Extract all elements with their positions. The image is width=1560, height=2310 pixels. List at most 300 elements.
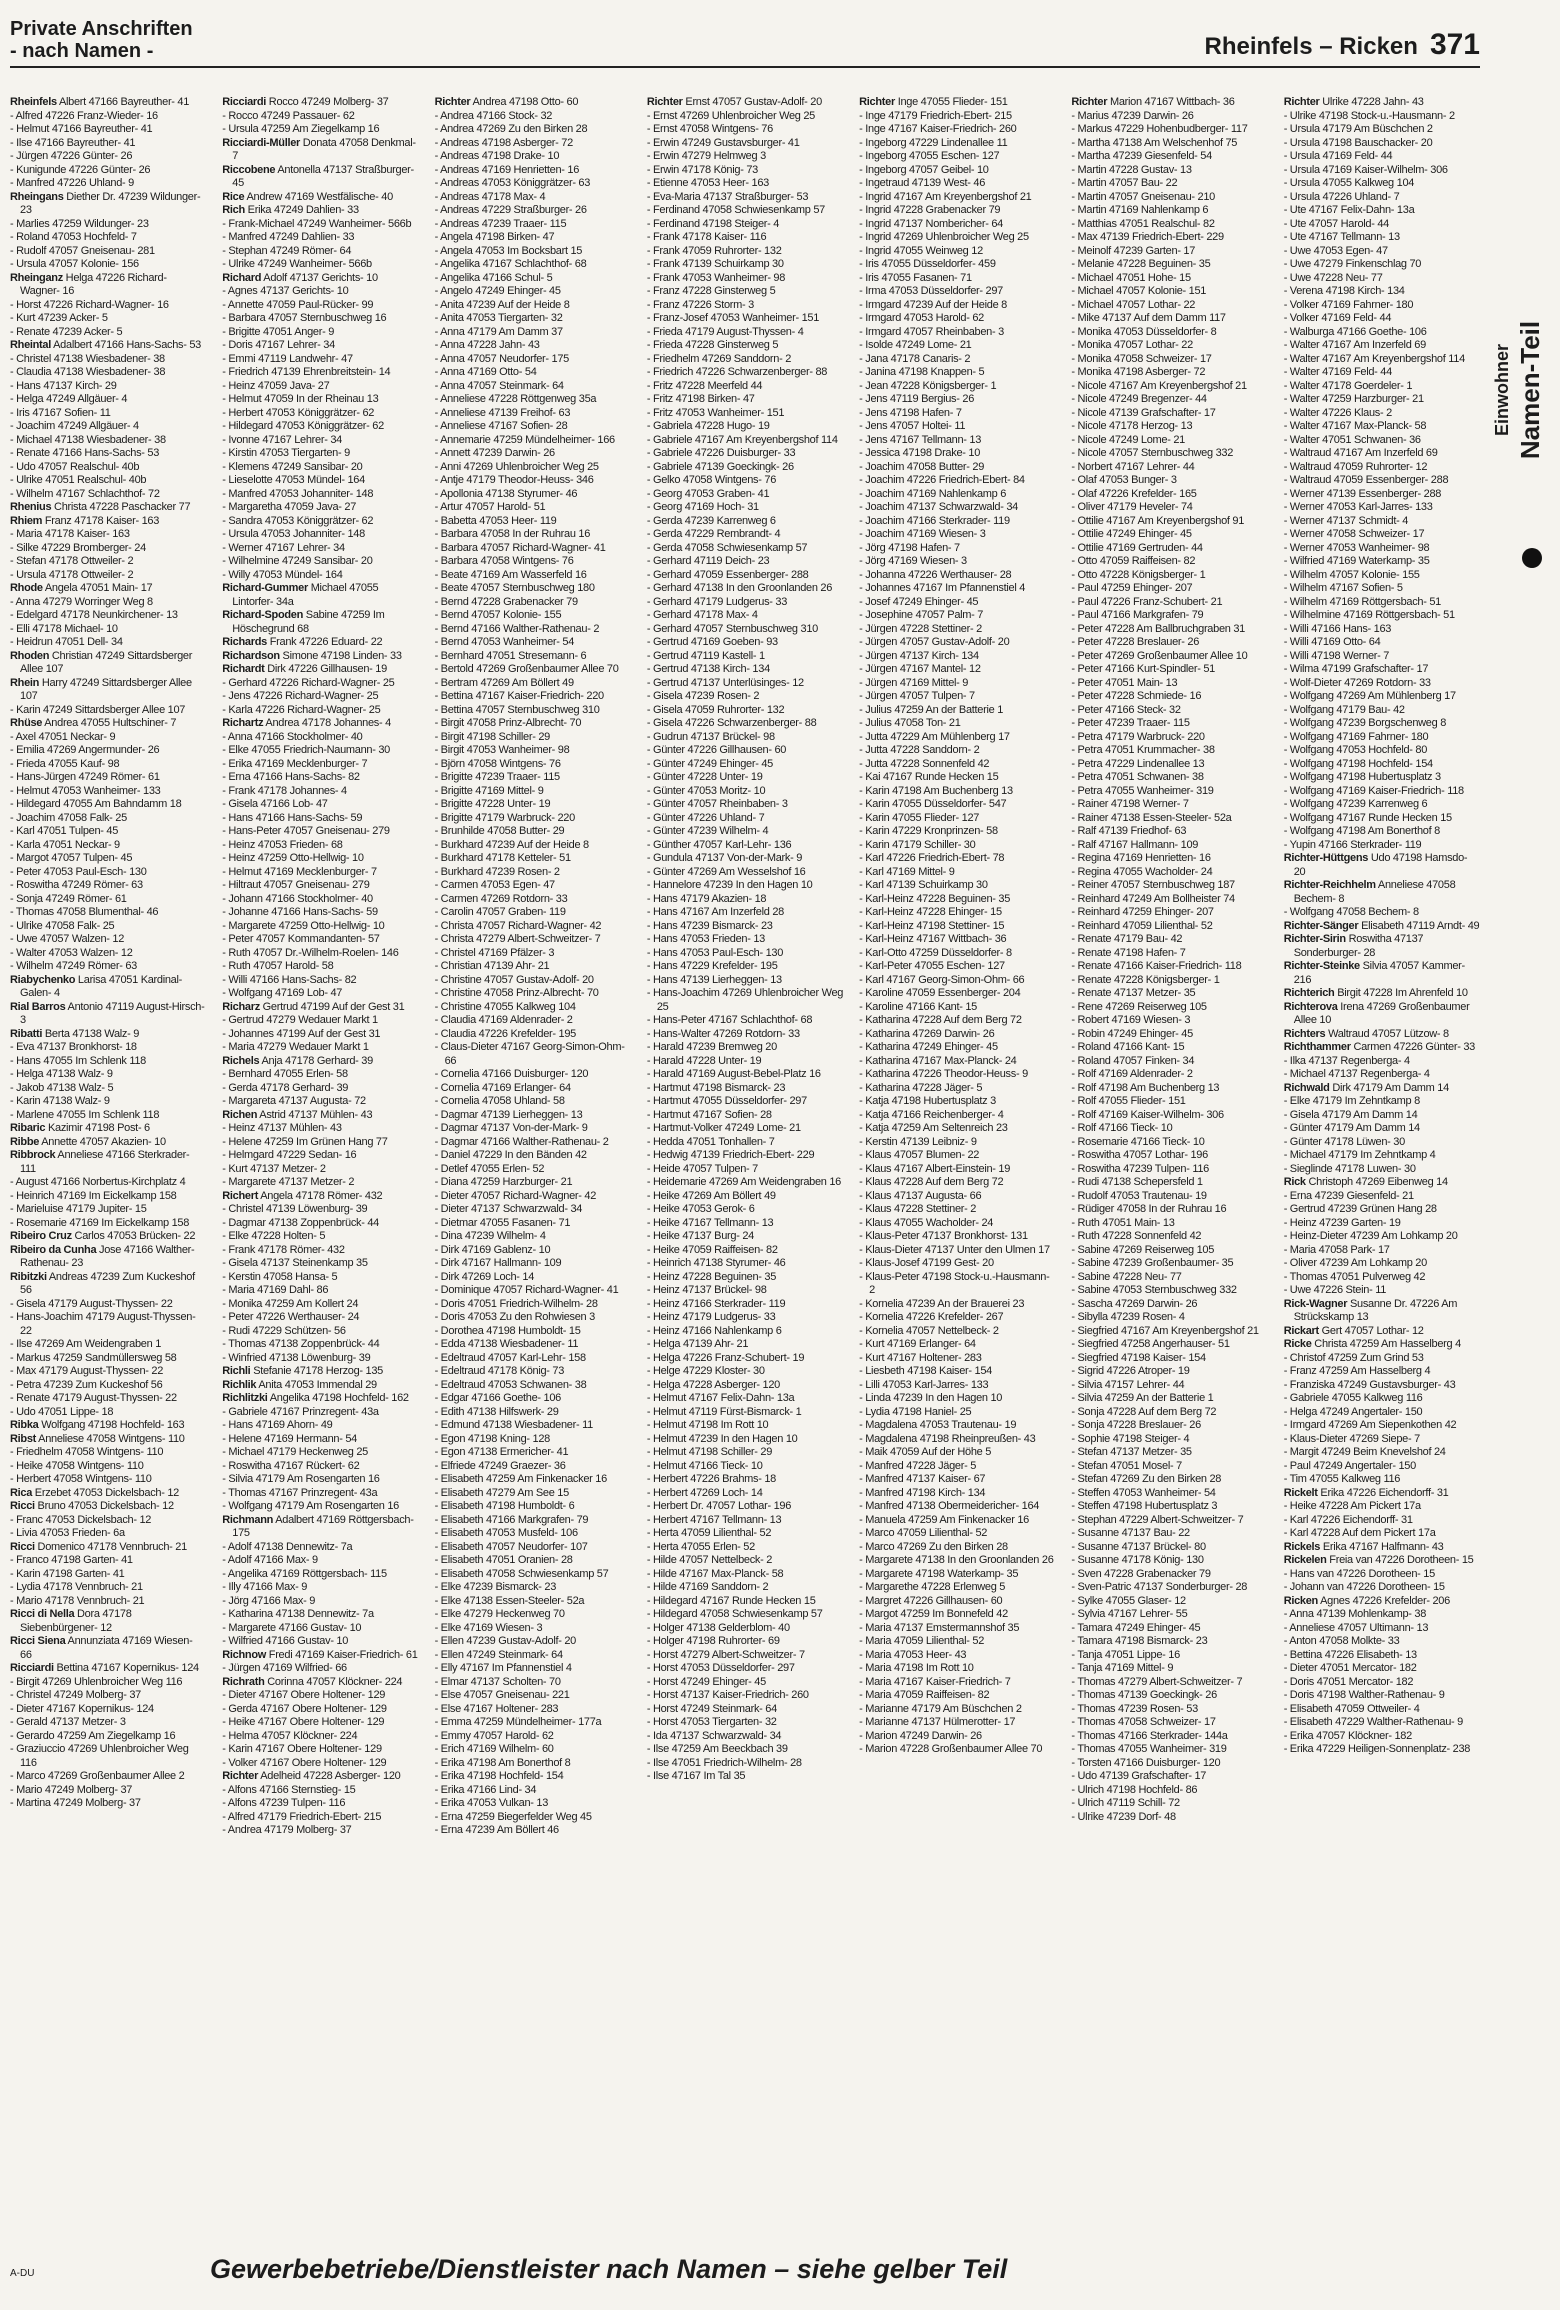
directory-entry <box>1284 1149 1480 1163</box>
directory-entry <box>859 974 1055 988</box>
directory-entry <box>1071 1770 1267 1784</box>
directory-entry <box>1284 312 1480 326</box>
entry-text: - Carmen 47269 Rotdorn- 33 <box>434 892 568 905</box>
directory-entry <box>1071 839 1267 853</box>
entry-text: - Günter 47226 Uhland- 7 <box>646 811 765 824</box>
directory-entry <box>222 191 418 205</box>
entry-text: Astrid 47137 Mühlen- 43 <box>257 1108 373 1121</box>
entry-text: - Klemens 47249 Sansibar- 20 <box>222 460 363 473</box>
directory-entry <box>859 663 1055 677</box>
directory-entry <box>859 1716 1055 1730</box>
directory-entry <box>859 353 1055 367</box>
directory-entry <box>1071 663 1267 677</box>
entry-text: - Doris 47051 Friedrich-Wilhelm- 28 <box>434 1297 598 1310</box>
entry-text: - Irmgard 47057 Rheinbaben- 3 <box>859 325 1004 338</box>
directory-entry <box>1071 906 1267 920</box>
entry-surname: Rice <box>222 190 245 203</box>
side-label-line1: Einwohner <box>1492 344 1512 437</box>
directory-entry <box>222 528 418 542</box>
entry-text: - Elisabeth 47053 Musfeld- 106 <box>434 1527 578 1539</box>
directory-entry <box>1284 690 1480 704</box>
entry-text: - Janina 47198 Knappen- 5 <box>859 366 985 378</box>
entry-text: Roswitha 47137 Sonderburger- 28 <box>1293 933 1424 959</box>
directory-entry <box>859 933 1055 947</box>
entry-text: - Renate 47137 Metzer- 35 <box>1071 987 1196 999</box>
directory-entry <box>647 1743 843 1757</box>
entry-text: - Otto 47059 Raiffeisen- 82 <box>1071 555 1196 567</box>
entry-text: - Reinhard 47249 Am Bollheister 74 <box>1071 892 1235 905</box>
directory-entry <box>10 299 206 313</box>
entry-text: - Fritz 47053 Wanheimer- 151 <box>646 406 785 419</box>
entry-text: Carmen 47226 Günter- 33 <box>1350 1041 1475 1053</box>
entry-text: - Thomas 47239 Rosen- 53 <box>1071 1702 1198 1715</box>
entry-text: - Brigitte 47169 Mittel- 9 <box>434 784 544 797</box>
entry-text: - Winfried 47138 Löwenburg- 39 <box>222 1351 371 1364</box>
directory-entry <box>222 704 418 718</box>
entry-text: - Hans-Joachim 47269 Uhlenbroicher Weg 25 <box>646 987 844 1013</box>
directory-entry <box>10 1379 206 1393</box>
entry-text: - Claudia 47169 Aldenrader- 2 <box>434 1014 573 1026</box>
entry-text: - Wolfgang 47179 Bau- 42 <box>1283 703 1405 716</box>
entry-text: - Jutta 47228 Sonnenfeld 42 <box>859 757 990 770</box>
entry-text: - Heike 47228 Am Pickert 17a <box>1283 1500 1421 1512</box>
entry-text: - Apollonia 47138 Styrumer- 46 <box>434 487 578 500</box>
directory-entry <box>435 1028 631 1042</box>
directory-entry <box>222 1784 418 1798</box>
entry-text: - Dirk 47167 Hallmann- 109 <box>434 1257 562 1269</box>
entry-text: - Manfred 47138 Obermeidericher- 164 <box>859 1500 1040 1512</box>
entry-text: - Ralf 47167 Hallmann- 109 <box>1071 838 1199 851</box>
entry-text: - Regina 47055 Wacholder- 24 <box>1071 865 1213 878</box>
entry-text: - Illy 47166 Max- 9 <box>222 1581 308 1593</box>
directory-entry <box>859 1244 1055 1258</box>
entry-text: - Sonja 47228 Breslauer- 26 <box>1071 1419 1201 1431</box>
entry-text: - Kunigunde 47226 Günter- 26 <box>10 163 151 176</box>
directory-entry <box>435 1784 631 1798</box>
directory-entry <box>1071 1379 1267 1393</box>
entry-text: - Gertrud 47239 Grünen Hang 28 <box>1283 1203 1437 1215</box>
directory-entry <box>1071 920 1267 934</box>
directory-entry <box>859 650 1055 664</box>
directory-entry <box>222 582 418 609</box>
directory-entry <box>10 515 206 529</box>
directory-entry <box>1071 177 1267 191</box>
entry-text: - Marco 47269 Zu den Birken 28 <box>859 1540 1008 1553</box>
entry-text: - Ivonne 47167 Lehrer- 34 <box>222 433 342 446</box>
directory-entry <box>1071 1176 1267 1190</box>
directory-entry <box>1071 1149 1267 1163</box>
entry-surname: Ricci Siena <box>10 1635 66 1647</box>
directory-entry <box>1284 569 1480 583</box>
directory-entry <box>859 326 1055 340</box>
entry-text: - Renate 47166 Hans-Sachs- 53 <box>10 447 160 459</box>
entry-text: - Egon 47138 Ermericher- 41 <box>434 1446 569 1458</box>
directory-entry <box>647 960 843 974</box>
entry-text: - Ingeborg 47055 Eschen- 127 <box>859 150 1000 162</box>
directory-entry <box>222 1122 418 1136</box>
directory-entry <box>10 1473 206 1487</box>
entry-text: - Franz 47228 Ginsterweg 5 <box>646 285 776 297</box>
directory-entry <box>222 717 418 731</box>
entry-text: - Johanna 47226 Werthauser- 28 <box>859 568 1012 581</box>
entry-text: - Karin 47229 Kronprinzen- 58 <box>859 825 998 837</box>
entry-text: - Angelika 47167 Schlachthof- 68 <box>434 258 587 270</box>
entry-text: - Dieter 47057 Richard-Wagner- 42 <box>434 1189 597 1202</box>
entry-text: - Brigitte 47239 Traaer- 115 <box>434 771 560 783</box>
entry-text: - Ingeborg 47057 Geibel- 10 <box>859 163 989 176</box>
directory-entry <box>435 1014 631 1028</box>
entry-text: - Margaretha 47059 Java- 27 <box>222 501 357 513</box>
directory-entry <box>859 893 1055 907</box>
directory-entry <box>647 299 843 313</box>
entry-text: - Willi 47198 Werner- 7 <box>1283 649 1390 662</box>
directory-entry <box>859 825 1055 839</box>
section-title-line2: - nach Namen - <box>10 40 154 62</box>
entry-text: - Günter 47269 Am Wesselshof 16 <box>646 865 806 878</box>
entry-text: - Ingrid 47055 Weinweg 12 <box>859 244 983 257</box>
entry-text: - Hartmut-Volker 47249 Lome- 21 <box>646 1122 801 1134</box>
directory-entry <box>1071 1568 1267 1582</box>
entry-text: - Peter 47053 Paul-Esch- 130 <box>10 865 147 878</box>
entry-text: - Matthias 47051 Realschul- 82 <box>1071 217 1215 230</box>
entry-text: - Herta 47059 Lilienthal- 52 <box>646 1527 772 1539</box>
directory-entry <box>1284 1622 1480 1636</box>
entry-text: - Wilfried 47166 Gustav- 10 <box>222 1635 349 1647</box>
entry-text: - Anneliese 47057 Ultimann- 13 <box>1283 1621 1429 1634</box>
entry-surname: Ribbe <box>10 1135 40 1148</box>
directory-entry <box>435 1811 631 1825</box>
directory-entry <box>222 906 418 920</box>
directory-entry <box>222 312 418 326</box>
directory-entry <box>1284 987 1480 1001</box>
entry-text: - Walter 47167 Am Inzerfeld 69 <box>1283 339 1426 351</box>
entry-text: Adalbert 47166 Hans-Sachs- 53 <box>51 339 201 351</box>
entry-text: - Heinz 47059 Java- 27 <box>222 379 330 392</box>
entry-text: - Meinolf 47239 Garten- 17 <box>1071 244 1196 257</box>
directory-entry <box>1284 164 1480 178</box>
entry-text: - Irmgard 47239 Auf der Heide 8 <box>859 298 1007 311</box>
directory-entry <box>859 434 1055 448</box>
entry-text: - Peter 47166 Steck- 32 <box>1071 703 1181 716</box>
directory-entry <box>1284 879 1480 906</box>
entry-text: - Hartmut 47198 Bismarck- 23 <box>646 1081 786 1094</box>
entry-text: - Markus 47229 Hohenbudberger- 117 <box>1071 123 1248 135</box>
directory-entry <box>1071 96 1267 110</box>
entry-text: - Helene 47169 Hermann- 54 <box>222 1432 357 1445</box>
directory-entry <box>10 1527 206 1541</box>
directory-entry <box>435 920 631 934</box>
entry-text: Frank 47226 Eduard- 22 <box>266 636 383 648</box>
entry-text: Irena 47269 Großenbaumer Allee 10 <box>1293 1000 1470 1026</box>
entry-text: Anita 47053 Immendal 29 <box>256 1378 377 1391</box>
directory-entry <box>1071 1406 1267 1420</box>
directory-entry <box>435 1716 631 1730</box>
directory-entry <box>647 1662 843 1676</box>
directory-entry <box>10 1298 206 1312</box>
entry-text: - Ottilie 47169 Gertruden- 44 <box>1071 541 1203 554</box>
directory-entry <box>859 1338 1055 1352</box>
directory-entry <box>647 1500 843 1514</box>
directory-entry <box>435 1703 631 1717</box>
entry-text: - Joachim 47058 Falk- 25 <box>10 811 127 824</box>
directory-entry <box>222 1203 418 1217</box>
entry-surname: Rheintal <box>10 339 51 351</box>
entry-text: - Marion 47228 Großenbaumer Allee 70 <box>859 1743 1043 1755</box>
page-footer <box>0 2250 1560 2290</box>
entry-text: - Johann van 47226 Dorotheen- 15 <box>1283 1581 1445 1593</box>
directory-columns <box>10 96 1480 2246</box>
directory-entry <box>1284 177 1480 191</box>
entry-text: - Rolf 47055 Flieder- 151 <box>1071 1095 1186 1107</box>
directory-entry <box>1071 704 1267 718</box>
directory-entry <box>1284 339 1480 353</box>
directory-entry <box>1284 1608 1480 1622</box>
directory-entry <box>1284 1122 1480 1136</box>
entry-text: - Karl-Heinz 47198 Stettiner- 15 <box>859 919 1005 932</box>
directory-entry <box>647 501 843 515</box>
directory-entry <box>10 1271 206 1298</box>
entry-text: - Ulrike 47249 Wanheimer- 566b <box>222 258 372 270</box>
entry-text: - Jens 47057 Holtei- 11 <box>859 420 966 432</box>
directory-entry <box>1071 569 1267 583</box>
entry-text: - Hilde 47169 Sanddorn- 2 <box>646 1581 769 1593</box>
entry-text: - Thomas 47279 Albert-Schweitzer- 7 <box>1071 1675 1243 1688</box>
directory-entry <box>222 1433 418 1447</box>
entry-text: - Dirk 47269 Loch- 14 <box>434 1270 535 1283</box>
entry-text: - Adolf 47166 Max- 9 <box>222 1554 318 1566</box>
page-header <box>10 14 1480 62</box>
entry-text: - Uwe 47228 Neu- 77 <box>1283 271 1383 284</box>
entry-surname: Richter <box>646 96 683 108</box>
directory-entry <box>1284 1001 1480 1028</box>
entry-text: - Alfred 47226 Franz-Wieder- 16 <box>10 109 158 122</box>
entry-text: - Elke 47279 Heckenweg 70 <box>434 1608 565 1620</box>
entry-text: - Erwin 47178 König- 73 <box>646 163 758 176</box>
directory-entry <box>1284 1689 1480 1703</box>
entry-text: - Kurt 47239 Acker- 5 <box>10 312 108 324</box>
entry-text: - Bertold 47269 Großenbaumer Allee 70 <box>434 663 619 675</box>
entry-text: - Erwin 47279 Helmweg 3 <box>646 150 766 162</box>
entry-text: - Anneliese 47167 Sofien- 28 <box>434 420 568 432</box>
entry-text: - Karl 47226 Friedrich-Ebert- 78 <box>859 852 1005 864</box>
entry-text: Waltraud 47057 Lützow- 8 <box>1325 1027 1449 1040</box>
directory-entry <box>10 1784 206 1798</box>
entry-text: - Dagmar 47138 Zoppenbrück- 44 <box>222 1216 379 1229</box>
entry-text: - Helmut 47239 In den Hagen 10 <box>646 1432 798 1445</box>
directory-entry <box>1284 1325 1480 1339</box>
directory-entry <box>859 1460 1055 1474</box>
directory-entry <box>647 1541 843 1555</box>
page-number: 371 <box>1429 28 1480 61</box>
entry-text: - Karin 47138 Walz- 9 <box>10 1095 110 1107</box>
directory-entry <box>859 299 1055 313</box>
entry-text: - Nicole 47057 Sternbuschweg 332 <box>1071 447 1234 459</box>
directory-entry <box>1071 542 1267 556</box>
entry-text: - Olaf 47226 Krefelder- 165 <box>1071 487 1197 500</box>
directory-entry <box>1284 1028 1480 1042</box>
entry-text: - Reinhard 47059 Lilienthal- 52 <box>1071 919 1213 932</box>
entry-text: - Ute 47057 Harold- 44 <box>1283 217 1389 230</box>
entry-text: - Edgar 47166 Goethe- 106 <box>434 1392 561 1404</box>
directory-entry <box>1071 636 1267 650</box>
directory-entry <box>10 1487 206 1501</box>
entry-text: - Karin 47198 Garten- 41 <box>10 1567 125 1580</box>
entry-text: - Wolfgang 47198 Hochfeld- 154 <box>1283 757 1433 770</box>
entry-surname: Rhode <box>10 582 43 594</box>
directory-entry <box>10 1055 206 1069</box>
entry-text: - Ursula 47198 Bauschacker- 20 <box>1283 136 1433 149</box>
directory-entry <box>1071 501 1267 515</box>
directory-entry <box>859 1676 1055 1690</box>
entry-text: - Alfons 47166 Sternstieg- 15 <box>222 1783 356 1796</box>
directory-entry <box>1071 366 1267 380</box>
entry-text: - Ulrike 47058 Falk- 25 <box>10 919 115 932</box>
entry-text: - Bernd 47228 Grabenacker 79 <box>434 595 578 608</box>
entry-text: - Rudi 47138 Schepersfeld 1 <box>1071 1176 1203 1188</box>
footer-code: A-DU <box>10 2268 35 2279</box>
directory-entry <box>1284 758 1480 772</box>
entry-surname: Richterich <box>1283 987 1335 999</box>
entry-text: - Gertrud 47169 Goeben- 93 <box>646 636 778 648</box>
entry-text: - Margarete 47138 In den Groonlanden 26 <box>859 1554 1054 1566</box>
directory-entry <box>1071 866 1267 880</box>
directory-entry <box>1284 933 1480 960</box>
directory-entry <box>1071 1797 1267 1811</box>
entry-text: - Liesbeth 47198 Kaiser- 154 <box>859 1365 992 1377</box>
entry-text: - Heike 47269 Am Böllert 49 <box>646 1189 776 1202</box>
directory-entry <box>859 1622 1055 1636</box>
directory-entry <box>647 434 843 448</box>
entry-text: - Maria 47198 Im Rott 10 <box>859 1662 974 1674</box>
entry-surname: Richardt <box>222 663 265 675</box>
directory-entry <box>647 731 843 745</box>
entry-text: - Karl 47228 Auf dem Pickert 17a <box>1283 1527 1436 1539</box>
entry-text: - Harald 47169 August-Bebel-Platz 16 <box>646 1068 821 1080</box>
entry-text: - Wolf-Dieter 47269 Rotdorn- 33 <box>1283 676 1431 689</box>
directory-entry <box>859 96 1055 110</box>
directory-entry <box>1071 137 1267 151</box>
directory-entry <box>435 326 631 340</box>
directory-entry <box>435 812 631 826</box>
directory-entry <box>647 677 843 691</box>
entry-text: - Detlef 47055 Erlen- 52 <box>434 1162 545 1175</box>
directory-entry <box>859 1352 1055 1366</box>
entry-text: - Wolfgang 47239 Borgschenweg 8 <box>1283 717 1447 729</box>
entry-text: - Hans 47139 Lierheggen- 13 <box>646 973 782 986</box>
directory-entry <box>1284 1068 1480 1082</box>
entry-surname: Rheinganz <box>10 271 63 284</box>
entry-text: - Angelo 47249 Ehinger- 45 <box>434 285 561 297</box>
entry-surname: Ribbrock <box>10 1149 56 1161</box>
directory-entry <box>647 582 843 596</box>
entry-text: - Helmut 47059 In der Rheinau 13 <box>222 393 379 405</box>
entry-text: - Tamara 47198 Bismarck- 23 <box>1071 1635 1208 1647</box>
directory-entry <box>222 1217 418 1231</box>
directory-entry <box>222 960 418 974</box>
directory-entry <box>222 1311 418 1325</box>
entry-text: - Siegfried 47167 Am Kreyenbergshof 21 <box>1071 1324 1259 1337</box>
directory-entry <box>10 1554 206 1568</box>
entry-text: Gert 47057 Lothar- 12 <box>1318 1324 1424 1337</box>
directory-entry <box>859 461 1055 475</box>
directory-entry <box>222 447 418 461</box>
directory-entry <box>222 1797 418 1811</box>
entry-text: - Karl 47051 Tulpen- 45 <box>10 825 119 837</box>
entry-text: - Wolfgang 47198 Am Bonerthof 8 <box>1283 825 1440 837</box>
entry-text: Anneliese 47058 Wintgens- 110 <box>36 1432 185 1445</box>
directory-entry <box>1284 1595 1480 1609</box>
directory-entry <box>435 596 631 610</box>
directory-entry <box>1284 380 1480 394</box>
entry-text: - Rene 47269 Reiserweg 105 <box>1071 1000 1207 1013</box>
entry-text: - Gerald 47137 Metzer- 3 <box>10 1716 126 1728</box>
entry-text: Ulrike 47228 Jahn- 43 <box>1319 96 1424 108</box>
directory-entry <box>222 1689 418 1703</box>
directory-entry <box>10 1716 206 1730</box>
directory-entry <box>647 636 843 650</box>
directory-entry <box>10 150 206 164</box>
entry-text: - Kerstin 47139 Leibniz- 9 <box>859 1135 977 1148</box>
directory-entry <box>859 582 1055 596</box>
directory-entry <box>1284 555 1480 569</box>
directory-entry <box>859 1419 1055 1433</box>
directory-entry <box>1071 1487 1267 1501</box>
entry-text: - Joachim 47169 Wiesen- 3 <box>859 528 986 540</box>
directory-entry <box>10 1338 206 1352</box>
entry-text: - Hans 47166 Hans-Sachs- 59 <box>222 811 363 824</box>
entry-text: Kazimir 47198 Post- 6 <box>45 1122 150 1134</box>
entry-text: - Elisabeth 47059 Ottweiler- 4 <box>1283 1702 1420 1715</box>
directory-entry <box>647 704 843 718</box>
directory-entry <box>435 96 631 110</box>
entry-text: - Bernd 47166 Walther-Rathenau- 2 <box>434 622 600 635</box>
directory-entry <box>647 1055 843 1069</box>
entry-text: - Heinz 47179 Ludgerus- 33 <box>646 1311 776 1323</box>
entry-text: - Karoline 47166 Kant- 15 <box>859 1000 977 1013</box>
directory-entry <box>859 447 1055 461</box>
entry-text: - Horst 47249 Ehinger- 45 <box>646 1675 766 1688</box>
entry-text: - Reiner 47057 Sternbuschweg 187 <box>1071 879 1235 891</box>
entry-text: Andreas 47239 Zum Kuckeshof 56 <box>20 1270 195 1296</box>
entry-text: - Franz-Josef 47053 Wanheimer- 151 <box>646 312 820 324</box>
directory-entry <box>1284 623 1480 637</box>
directory-entry <box>10 1149 206 1176</box>
directory-entry <box>435 339 631 353</box>
entry-text: - Ernst 47058 Wintgens- 76 <box>646 123 773 135</box>
entry-text: - Elmar 47137 Scholten- 70 <box>434 1675 561 1688</box>
entry-text: - Inge 47167 Kaiser-Friedrich- 260 <box>859 123 1017 135</box>
entry-text: - Hans-Peter 47057 Gneisenau- 279 <box>222 825 390 837</box>
directory-entry <box>222 123 418 137</box>
directory-entry <box>10 1122 206 1136</box>
directory-entry <box>1284 1406 1480 1420</box>
entry-text: - Gerda 47229 Rembrandt- 4 <box>646 528 781 540</box>
entry-text: - Birgit 47053 Wanheimer- 98 <box>434 744 570 756</box>
entry-text: - Heinz 47259 Otto-Hellwig- 10 <box>222 852 364 864</box>
entry-text: - Katharina 47226 Theodor-Heuss- 9 <box>859 1068 1028 1080</box>
entry-text: - Jens 47119 Bergius- 26 <box>859 393 975 405</box>
entry-text: - Gelko 47058 Wintgens- 76 <box>646 474 777 486</box>
directory-entry <box>10 974 206 1001</box>
entry-text: - Uwe 47279 Finkenschlag 70 <box>1283 258 1422 270</box>
directory-entry <box>1071 218 1267 232</box>
entry-text: - Gudrun 47137 Brückel- 98 <box>646 730 775 743</box>
directory-entry <box>859 866 1055 880</box>
directory-entry <box>859 906 1055 920</box>
entry-text: - Erika 47169 Mecklenburger- 7 <box>222 757 368 770</box>
directory-entry <box>1071 812 1267 826</box>
entry-text: - Nicole 47167 Am Kreyenbergshof 21 <box>1071 379 1247 392</box>
